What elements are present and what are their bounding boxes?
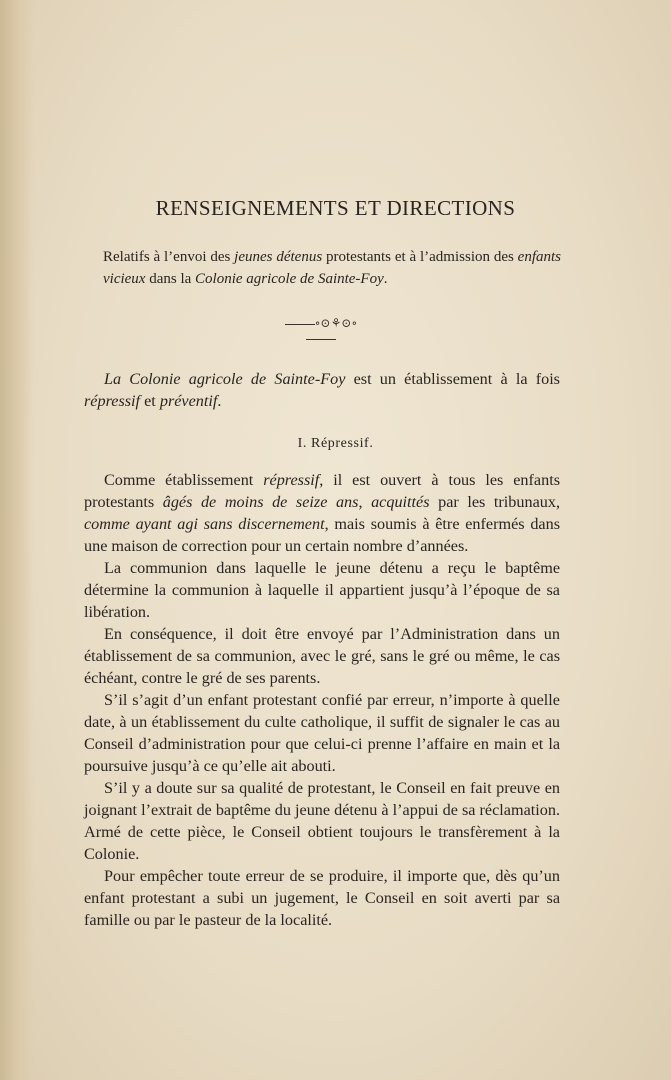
ornament-line-right	[306, 339, 336, 340]
subtitle-text-4: .	[383, 271, 388, 287]
intro-em-3: préventif	[159, 392, 218, 410]
page-title: RENSEIGNEMENTS ET DIRECTIONS	[155, 196, 516, 220]
ornament-divider	[272, 316, 370, 346]
subtitle-text-1: Relatifs à l’envoi des	[103, 249, 235, 265]
p1-em-3: acquittés	[371, 493, 430, 511]
intro-text-2: et	[140, 392, 160, 410]
subtitle-text-3: dans la	[145, 271, 196, 287]
p1-text-3: ,	[358, 493, 372, 511]
p1-em-2: âgés de moins de seize ans	[162, 493, 359, 511]
page-gutter-shadow	[0, 0, 34, 1080]
paragraph-5: S’il y a doute sur sa qualité de protestant, le Conseil en fait preuve en joignant l’extrait de baptême du jeune détenu à l’appui de sa réclamation. Armé de cette pièce, le Conseil obtient toujours le transfèrement à la Colonie.	[84, 779, 560, 863]
intro-em-1: La Colonie agricole de Sainte-Foy	[104, 370, 346, 388]
paragraph-2: La communion dans laquelle le jeune détenu a reçu le baptême détermine la communion à laquelle il appartient jusqu’à l’époque de sa libération.	[84, 559, 560, 621]
paragraph-1	[84, 469, 560, 557]
intro-em-2: répressif	[84, 392, 141, 410]
p1-text-2: , il est ouvert à tous les enfants protestants	[84, 471, 560, 511]
subtitle-em-2: enfants vicieux	[103, 249, 562, 287]
intro-text	[84, 368, 560, 412]
intro-paragraph	[84, 368, 560, 412]
paragraph-6: Pour empêcher toute erreur de se produire, il importe que, dès qu’un enfant protestant a subi un jugement, le Conseil en soit averti par sa famille ou par le pasteur de la localité.	[84, 867, 560, 929]
subtitle-em-1: jeunes détenus	[234, 249, 323, 265]
paragraph-4: S’il s’agit d’un enfant protestant confié par erreur, n’importe à quelle date, à un établissement du culte catholique, il suffit de signaler le cas au Conseil d’administration pour que celui-ci prenne l’affaire en main et la poursuive jusqu’à ce qu’elle ait abouti.	[84, 691, 560, 775]
p1-text-1: Comme établissement	[104, 471, 264, 489]
p1-text-5: , mais soumis à être enfermés dans une maison de correction pour un certain nombre d’années.	[84, 515, 560, 555]
subtitle-text-2: protestants et à l’admission des	[322, 249, 518, 265]
main-text	[84, 469, 560, 931]
paragraph-3: En conséquence, il doit être envoyé par l’Administration dans un établissement de sa communion, avec le gré, sans le gré ou même, le cas échéant, contre le gré de ses parents.	[84, 625, 560, 687]
intro-text-1: est un établissement à la fois	[345, 370, 560, 388]
p1-em-4: comme ayant agi sans discernement	[84, 515, 325, 533]
p1-em-1: répressif	[263, 471, 320, 489]
p1-text-4: par les tribunaux,	[429, 493, 560, 511]
section-heading: I. Répressif.	[297, 436, 374, 451]
subtitle	[103, 246, 561, 290]
ornament-line-left	[285, 324, 315, 325]
subtitle-em-3: Colonie agricole de Sainte-Foy	[195, 271, 384, 287]
intro-text-3: .	[217, 392, 222, 410]
ornament-glyph: ∘⊙⚘⊙∘	[314, 316, 358, 330]
